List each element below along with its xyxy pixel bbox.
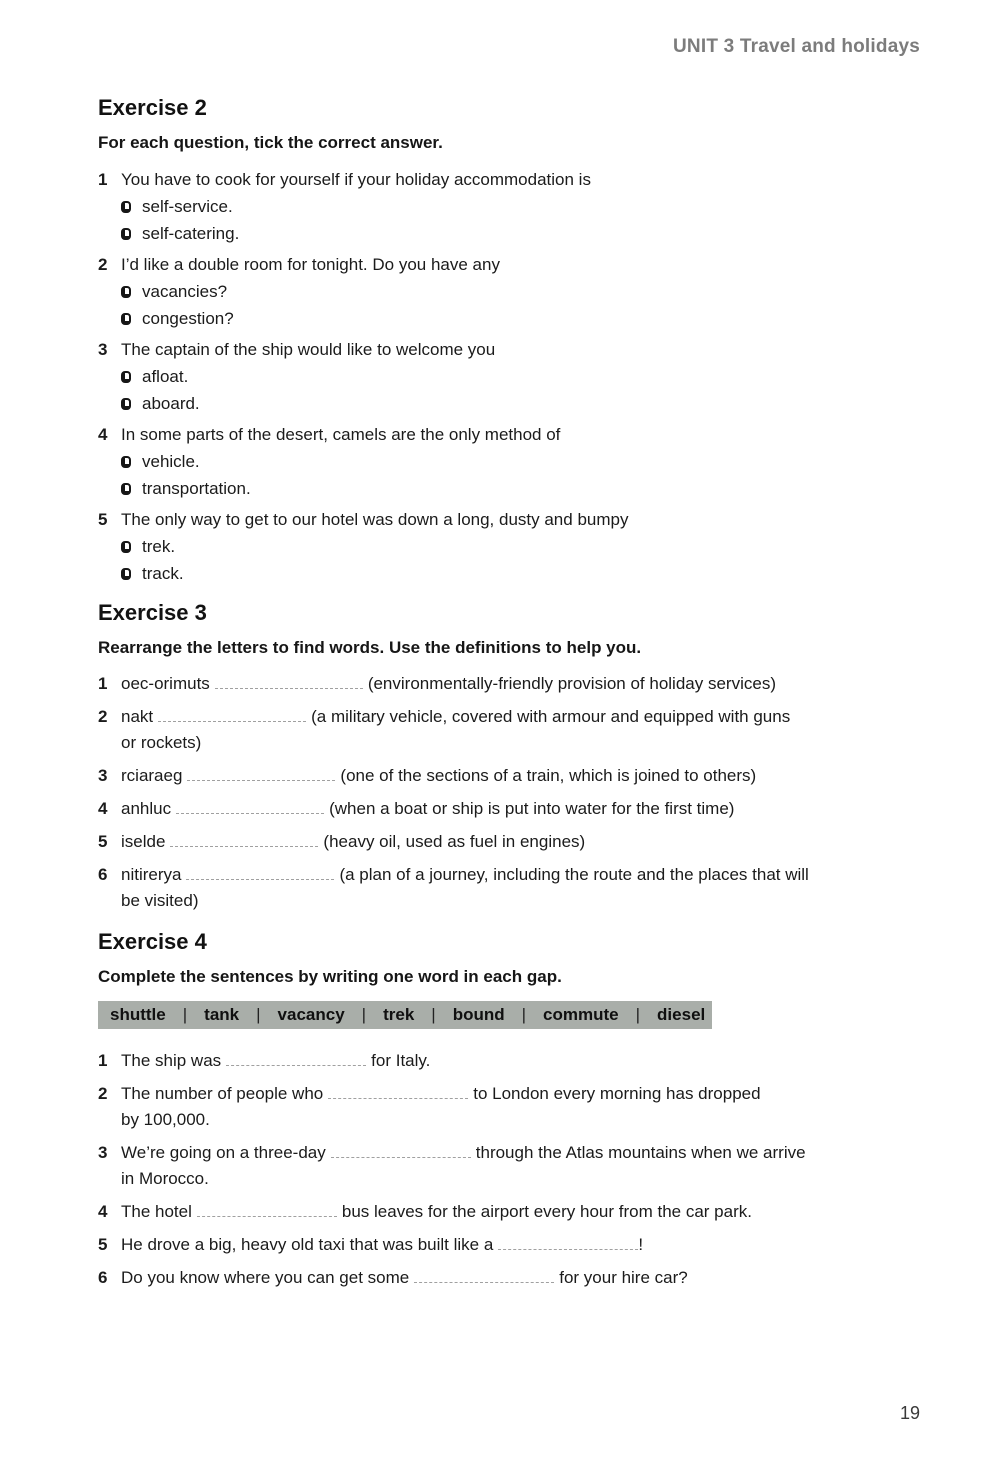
- exercise3-items: [98, 671, 910, 914]
- anagram-item: [98, 763, 910, 789]
- sentence-before: Do you know where you can get some: [121, 1268, 410, 1287]
- exercise2-questions: [98, 166, 910, 587]
- answer-gap[interactable]: [197, 1205, 337, 1217]
- exercise4-title: Exercise 4: [98, 929, 207, 954]
- answer-gap[interactable]: [331, 1146, 471, 1158]
- definition-text: (a military vehicle, covered with armour and equipped with guns: [311, 707, 791, 726]
- sentence-after: !: [638, 1235, 644, 1254]
- anagram-item: [98, 671, 910, 697]
- exercise3-title: Exercise 3: [98, 600, 207, 625]
- item-number: 2: [98, 707, 108, 726]
- answer-gap[interactable]: [328, 1087, 468, 1099]
- anagram-item: [98, 862, 910, 914]
- sentence-number: 2: [98, 1084, 108, 1103]
- anagram-item: [98, 704, 910, 756]
- tick-checkbox-icon[interactable]: [121, 228, 131, 240]
- exercise4-sentences: [98, 1048, 910, 1291]
- definition-text: (environmentally-friendly provision of holiday services): [367, 674, 776, 693]
- answer-option: [121, 193, 910, 220]
- tick-checkbox-icon[interactable]: [121, 541, 131, 553]
- sentence-continuation: by 100,000.: [121, 1110, 210, 1129]
- question-text-line: [98, 506, 910, 533]
- sentence-after: for your hire car?: [559, 1268, 688, 1287]
- sentence-number: 4: [98, 1202, 108, 1221]
- sentence-item: [98, 1081, 910, 1133]
- definition-text: (heavy oil, used as fuel in engines): [323, 832, 586, 851]
- word-bank-separator: |: [431, 1005, 436, 1024]
- answer-blank[interactable]: [176, 802, 324, 814]
- exercise3-instruction: Rearrange the letters to find words. Use the definitions to help you.: [98, 638, 642, 657]
- option-label: transportation.: [142, 479, 251, 498]
- scrambled-word: nakt: [121, 707, 154, 726]
- word-bank-word: diesel: [657, 1005, 706, 1024]
- sentence-number: 6: [98, 1268, 108, 1287]
- item-number: 3: [98, 766, 108, 785]
- question-text: You have to cook for yourself if your holiday accommodation is: [121, 170, 591, 189]
- sentence-item: [98, 1265, 910, 1291]
- page-number: 19: [899, 1403, 920, 1423]
- anagram-item: [98, 796, 910, 822]
- exercise4-instruction: Complete the sentences by writing one word in each gap.: [98, 967, 562, 986]
- word-bank-separator: |: [256, 1005, 261, 1024]
- tick-checkbox-icon[interactable]: [121, 398, 131, 410]
- tick-checkbox-icon[interactable]: [121, 313, 131, 325]
- question-number: 2: [98, 255, 108, 274]
- word-bank-word: shuttle: [110, 1005, 166, 1024]
- sentence-number: 1: [98, 1051, 108, 1070]
- answer-blank[interactable]: [215, 677, 363, 689]
- tick-checkbox-icon[interactable]: [121, 201, 131, 213]
- sentence-before: The ship was: [121, 1051, 222, 1070]
- option-label: self-catering.: [142, 224, 240, 243]
- question-text-line: [98, 421, 910, 448]
- answer-option: [121, 390, 910, 417]
- answer-option: [121, 560, 910, 587]
- question-text-line: [98, 251, 910, 278]
- sentence-before: The number of people who: [121, 1084, 324, 1103]
- sentence-number: 3: [98, 1143, 108, 1162]
- question-text: I’d like a double room for tonight. Do you have any: [121, 255, 500, 274]
- answer-blank[interactable]: [186, 868, 334, 880]
- tick-checkbox-icon[interactable]: [121, 286, 131, 298]
- unit-header: UNIT 3 Travel and holidays: [673, 36, 920, 57]
- item-number: 1: [98, 674, 108, 693]
- option-label: self-service.: [142, 197, 233, 216]
- exercise2-section: [98, 96, 910, 587]
- word-bank-word: commute: [543, 1005, 619, 1024]
- exercise4-section: [98, 930, 910, 1291]
- definition-text: (when a boat or ship is put into water for the first time): [329, 799, 735, 818]
- option-label: vehicle.: [142, 452, 200, 471]
- sentence-after: bus leaves for the airport every hour from the car park.: [341, 1202, 752, 1221]
- question-text-line: [98, 336, 910, 363]
- scrambled-word: iselde: [121, 832, 166, 851]
- answer-blank[interactable]: [170, 835, 318, 847]
- sentence-number: 5: [98, 1235, 108, 1254]
- answer-blank[interactable]: [187, 769, 335, 781]
- answer-option: [121, 475, 910, 502]
- word-bank-word: tank: [204, 1005, 240, 1024]
- answer-option: [121, 305, 910, 332]
- tick-checkbox-icon[interactable]: [121, 371, 131, 383]
- question-number: 4: [98, 425, 108, 444]
- option-label: trek.: [142, 537, 176, 556]
- anagram-item: [98, 829, 910, 855]
- option-label: aboard.: [142, 394, 200, 413]
- option-label: afloat.: [142, 367, 189, 386]
- answer-option: [121, 363, 910, 390]
- tick-checkbox-icon[interactable]: [121, 456, 131, 468]
- word-bank: [98, 1001, 712, 1029]
- sentence-before: The hotel: [121, 1202, 192, 1221]
- question-block: [98, 336, 910, 417]
- question-block: [98, 421, 910, 502]
- sentence-before: He drove a big, heavy old taxi that was built like a: [121, 1235, 494, 1254]
- answer-gap[interactable]: [226, 1054, 366, 1066]
- item-number: 5: [98, 832, 108, 851]
- word-bank-separator: |: [635, 1005, 641, 1024]
- question-text: The captain of the ship would like to welcome you: [121, 340, 496, 359]
- content: [98, 96, 910, 1298]
- sentence-after: for Italy.: [371, 1051, 431, 1070]
- word-bank-word: trek: [383, 1005, 415, 1024]
- definition-continuation: or rockets): [121, 733, 202, 752]
- scrambled-word: rciaraeg: [121, 766, 183, 785]
- option-label: vacancies?: [142, 282, 228, 301]
- word-bank-word: bound: [452, 1005, 505, 1024]
- question-block: [98, 251, 910, 332]
- question-number: 3: [98, 340, 108, 359]
- scrambled-word: anhluc: [121, 799, 172, 818]
- question-number: 5: [98, 510, 108, 529]
- word-bank-separator: |: [182, 1005, 188, 1024]
- answer-option: [121, 220, 910, 247]
- tick-checkbox-icon[interactable]: [121, 483, 131, 495]
- exercise2-title: Exercise 2: [98, 95, 207, 120]
- word-bank-separator: |: [361, 1005, 367, 1024]
- sentence-item: [98, 1140, 910, 1192]
- tick-checkbox-icon[interactable]: [121, 568, 131, 580]
- answer-blank[interactable]: [158, 710, 306, 722]
- answer-gap[interactable]: [498, 1238, 638, 1250]
- sentence-before: We’re going on a three-day: [121, 1143, 326, 1162]
- sentence-continuation: in Morocco.: [121, 1169, 209, 1188]
- sentence-item: [98, 1199, 910, 1225]
- option-label: congestion?: [142, 309, 234, 328]
- question-block: [98, 166, 910, 247]
- item-number: 4: [98, 799, 108, 818]
- word-bank-separator: |: [521, 1005, 527, 1024]
- definition-text: (a plan of a journey, including the route and the places that will: [339, 865, 809, 884]
- sentence-item: [98, 1232, 910, 1258]
- exercise2-instruction: For each question, tick the correct answer.: [98, 133, 443, 152]
- answer-option: [121, 448, 910, 475]
- definition-text: (one of the sections of a train, which is joined to others): [340, 766, 757, 785]
- question-text-line: [98, 166, 910, 193]
- question-number: 1: [98, 170, 108, 189]
- option-label: track.: [142, 564, 184, 583]
- sentence-after: through the Atlas mountains when we arrive: [475, 1143, 806, 1162]
- exercise3-section: [98, 601, 910, 914]
- scrambled-word: nitirerya: [121, 865, 182, 884]
- question-text: In some parts of the desert, camels are the only method of: [121, 425, 561, 444]
- definition-continuation: be visited): [121, 891, 199, 910]
- word-bank-word: vacancy: [277, 1005, 345, 1024]
- sentence-after: to London every morning has dropped: [473, 1084, 761, 1103]
- question-block: [98, 506, 910, 587]
- answer-option: [121, 533, 910, 560]
- scrambled-word: oec-orimuts: [121, 674, 210, 693]
- question-text: The only way to get to our hotel was down a long, dusty and bumpy: [121, 510, 629, 529]
- item-number: 6: [98, 865, 108, 884]
- answer-gap[interactable]: [414, 1271, 554, 1283]
- answer-option: [121, 278, 910, 305]
- sentence-item: [98, 1048, 910, 1074]
